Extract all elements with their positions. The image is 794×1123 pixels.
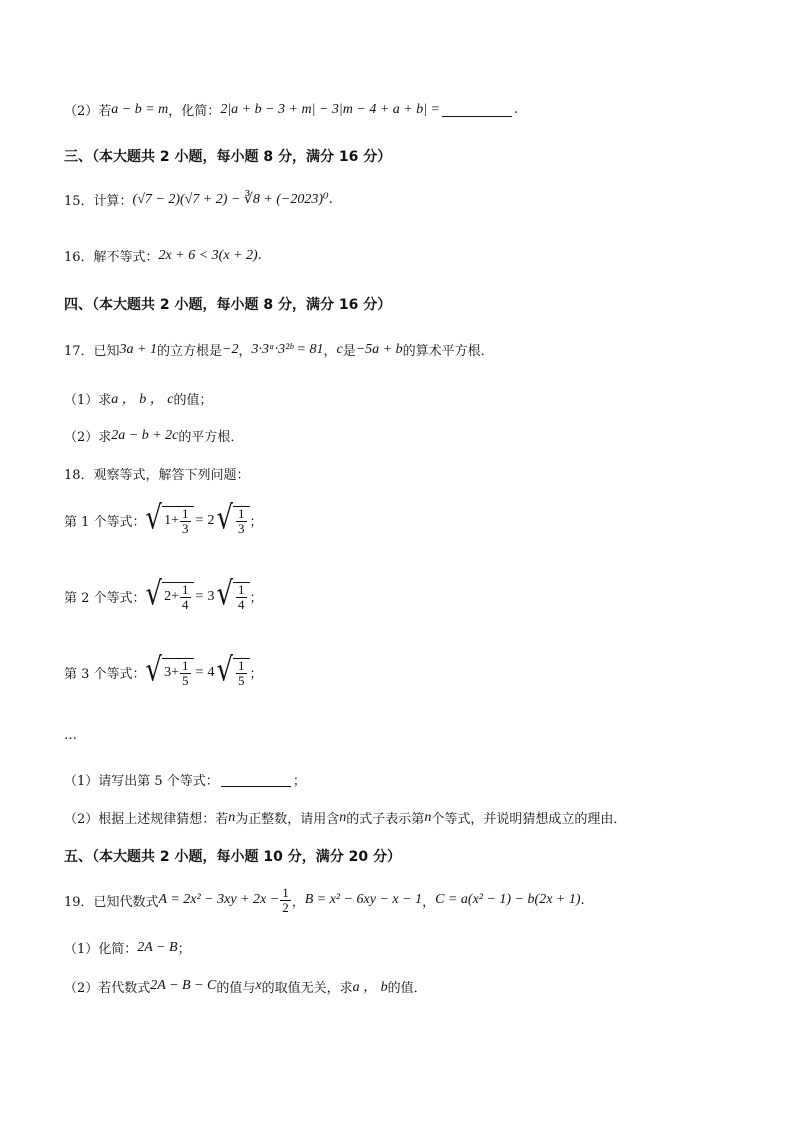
frac-den: 3 bbox=[238, 520, 245, 536]
q18-2-text-2: 为正整数，请用含 bbox=[235, 812, 340, 827]
question-19-part2 bbox=[64, 976, 427, 996]
q16-suffix: . bbox=[257, 248, 262, 263]
q19-1-prefix: （1）化简： bbox=[64, 942, 138, 957]
eq-suffix: ； bbox=[249, 591, 263, 607]
frac-den: 4 bbox=[182, 596, 189, 612]
question-15 bbox=[64, 190, 333, 209]
q18-1-prefix: （1）请写出第 5 个等式： bbox=[64, 774, 219, 789]
q17-2-prefix: （2）求 bbox=[64, 430, 112, 445]
frac-num: 1 bbox=[238, 658, 245, 673]
eq-coefficient: 2 bbox=[207, 512, 215, 528]
q19-expr-a: A = 2x² − 3xy + 2x − bbox=[158, 892, 280, 908]
q19-2-expr-2: x bbox=[255, 978, 262, 993]
eq-coefficient: 3 bbox=[207, 588, 215, 604]
q19-suffix: . bbox=[580, 892, 585, 908]
q17-text-4: ， bbox=[323, 344, 337, 359]
q14-condition: a − b = m bbox=[111, 101, 169, 117]
eq-whole: 1+ bbox=[164, 513, 180, 529]
frac-den: 2 bbox=[282, 899, 289, 915]
sqrt-right: √ $\frac{1}{5}$ bbox=[216, 658, 249, 687]
q18-2-text-1: （2）根据上述规律猜想：若 bbox=[64, 812, 229, 827]
frac-num: 1 bbox=[282, 885, 289, 900]
q18-2-var-3: n bbox=[424, 809, 432, 825]
frac-den: 3 bbox=[182, 520, 189, 536]
eq-label: 第 1 个等式： bbox=[64, 515, 146, 531]
q18-equation-2 bbox=[64, 575, 263, 614]
frac-den: 4 bbox=[238, 596, 245, 612]
frac-den: 5 bbox=[238, 672, 245, 688]
q19-2-text-3: 的取值无关，求 bbox=[261, 980, 353, 996]
q19-2-expr-3: a ， b bbox=[352, 980, 388, 995]
question-19 bbox=[64, 886, 585, 914]
sqrt-left: √ 3+ $\frac{1}{5}$ bbox=[146, 658, 194, 687]
frac-num: 1 bbox=[182, 658, 189, 673]
sqrt-right: √ $\frac{1}{4}$ bbox=[216, 582, 249, 611]
q14-part2-prefix: （2）若 bbox=[64, 104, 112, 119]
equals-sign: = bbox=[195, 588, 204, 604]
q17-1-suffix: 的值； bbox=[173, 392, 213, 408]
q19-2-text-4: 的值． bbox=[387, 980, 427, 996]
eq-label: 第 3 个等式： bbox=[64, 667, 146, 683]
question-17 bbox=[64, 340, 494, 359]
frac-num: 1 bbox=[238, 582, 245, 597]
section-heading-5: 五、（本大题共 2 小题，每小题 10 分，满分 20 分） bbox=[64, 849, 401, 865]
q17-2-suffix: 的平方根． bbox=[178, 430, 244, 445]
question-18: 18．观察等式，解答下列问题： bbox=[64, 468, 250, 483]
answer-blank bbox=[442, 103, 512, 117]
q18-equation-3 bbox=[64, 651, 263, 690]
answer-blank bbox=[221, 773, 291, 787]
q19-2-text-2: 的值与 bbox=[216, 980, 256, 996]
q14-mid: ，化简： bbox=[168, 104, 221, 119]
q17-expr-5: −5a + b bbox=[355, 341, 403, 357]
q17-expr-1: 3a + 1 bbox=[119, 341, 157, 357]
q19-expr-c: C = a(x² − 1) − b(2x + 1) bbox=[435, 892, 581, 908]
frac-num: 1 bbox=[182, 582, 189, 597]
q17-text-1: 17．已知 bbox=[64, 344, 120, 359]
eq-whole: 3+ bbox=[164, 665, 180, 681]
q19-prefix: 19．已知代数式 bbox=[64, 894, 159, 910]
q15-expression: (√7 − 2)(√7 + 2) − ∛8 + (−2023)⁰ bbox=[132, 192, 329, 207]
q18-2-text-3: 的式子表示第 bbox=[346, 812, 425, 827]
section-heading-3: 三、（本大题共 2 小题，每小题 8 分，满分 16 分） bbox=[64, 149, 392, 165]
equals-sign: = bbox=[195, 664, 204, 680]
question-18-part1 bbox=[64, 770, 306, 789]
equals-sign: = bbox=[195, 512, 204, 528]
q19-2-expr-1: 2A − B − C bbox=[150, 978, 217, 993]
frac-num: 1 bbox=[238, 506, 245, 521]
q17-text-5: 是 bbox=[342, 344, 356, 359]
q17-text-2: 的立方根是 bbox=[157, 344, 223, 359]
sqrt-right: √ $\frac{1}{3}$ bbox=[216, 506, 249, 535]
sqrt-left: √ 2+ $\frac{1}{4}$ bbox=[146, 582, 194, 611]
q14-part2 bbox=[64, 100, 518, 119]
sqrt-left: √ 1+ $\frac{1}{3}$ bbox=[146, 506, 194, 535]
q16-expression: 2x + 6 < 3(x + 2) bbox=[158, 247, 258, 263]
q17-expr-4: c bbox=[336, 341, 343, 357]
ellipsis: … bbox=[64, 728, 77, 743]
q15-suffix: . bbox=[328, 192, 333, 207]
q15-prefix: 15．计算： bbox=[64, 194, 133, 209]
question-19-part1 bbox=[64, 938, 191, 957]
question-17-part1 bbox=[64, 388, 213, 408]
q18-2-var-2: n bbox=[339, 809, 347, 825]
q19-1-suffix: ； bbox=[177, 942, 191, 957]
q19-1-expr: 2A − B bbox=[137, 939, 178, 955]
q18-2-text-4: 个等式，并说明猜想成立的理由． bbox=[431, 812, 627, 827]
q19-sep-2: ， bbox=[422, 894, 436, 910]
q17-2-expr: 2a − b + 2c bbox=[111, 427, 179, 443]
q17-1-vars: a ， b ， c bbox=[111, 392, 174, 407]
q17-expr-2: −2 bbox=[222, 341, 239, 357]
q17-expr-3: 3·3ᵃ·3²ᵇ = 81 bbox=[251, 341, 324, 357]
q19-expr-b: B = x² − 6xy − x − 1 bbox=[304, 892, 423, 908]
eq-suffix: ； bbox=[249, 667, 263, 683]
q16-prefix: 16．解不等式： bbox=[64, 250, 159, 265]
eq-label: 第 2 个等式： bbox=[64, 591, 146, 607]
q18-equation-1 bbox=[64, 499, 263, 538]
q17-1-prefix: （1）求 bbox=[64, 392, 112, 408]
eq-suffix: ； bbox=[249, 515, 263, 531]
eq-coefficient: 4 bbox=[207, 664, 215, 680]
q19-fraction bbox=[280, 886, 291, 914]
q18-1-suffix: ； bbox=[292, 774, 306, 789]
q17-text-6: 的算术平方根． bbox=[402, 344, 494, 359]
q14-expression: 2|a + b − 3 + m| − 3|m − 4 + a + b| = bbox=[220, 101, 441, 117]
section-heading-4: 四、（本大题共 2 小题，每小题 8 分，满分 16 分） bbox=[64, 297, 392, 313]
q19-sep-1: ， bbox=[291, 894, 305, 910]
question-16 bbox=[64, 246, 262, 265]
frac-den: 5 bbox=[182, 672, 189, 688]
q17-text-3: ， bbox=[238, 344, 252, 359]
question-17-part2 bbox=[64, 426, 243, 445]
question-18-part2 bbox=[64, 808, 626, 827]
q18-2-var-1: n bbox=[228, 809, 236, 825]
q14-suffix: . bbox=[514, 102, 519, 117]
eq-whole: 2+ bbox=[164, 589, 180, 605]
q19-2-text-1: （2）若代数式 bbox=[64, 980, 151, 996]
frac-num: 1 bbox=[182, 506, 189, 521]
